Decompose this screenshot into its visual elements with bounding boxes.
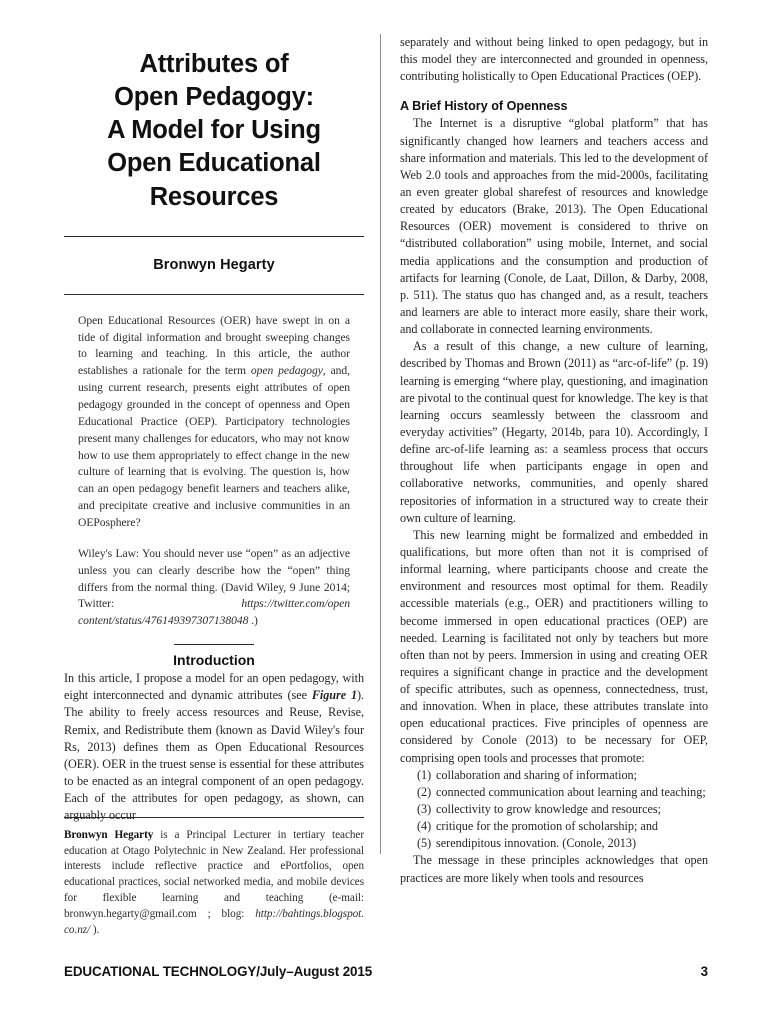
list-item-label: serendipitous innovation. (Conole, 2013) xyxy=(436,836,637,851)
list-item-number: (3) xyxy=(417,802,432,817)
author-bio-block xyxy=(64,817,364,939)
title-line-5: Resources xyxy=(149,182,279,211)
author-name: Bronwyn Hegarty xyxy=(153,256,275,273)
bio-author-name: Bronwyn Hegarty xyxy=(64,828,154,841)
title-line-2: Open Pedagogy: xyxy=(114,83,314,112)
abstract-p1-italic: open pedagogy xyxy=(250,364,323,378)
list-item-label: collectivity to grow knowledge and resources; xyxy=(436,802,662,817)
list-item-number: (2) xyxy=(417,784,432,799)
intro-text-before-figref: In this article, I propose a model for an open pedagogy, with eight interconnected and dynamic attributes (see xyxy=(64,671,364,703)
openness-principles-list xyxy=(400,767,708,853)
heading-introduction: Introduction xyxy=(173,652,255,669)
rule-below-author xyxy=(64,294,364,295)
introduction-body xyxy=(64,670,364,824)
abstract-p2-part1: Wiley's Law: You should never use “open” as an adjective unless you can clearly describe how the “open” thing differs from the normal thing. (David Wiley, 9 June 2014; Twitter: xyxy=(78,546,350,611)
abstract-paragraph-2 xyxy=(78,546,350,630)
title-line-4: Open Educational xyxy=(107,149,321,178)
left-column xyxy=(64,34,380,939)
history-closing-body xyxy=(400,852,708,886)
figure-reference: Figure 1 xyxy=(311,688,357,703)
article-title xyxy=(64,48,364,214)
list-item-number: (1) xyxy=(417,767,432,782)
bio-blog-url: http://bahtings.blogspot. co.nz/ xyxy=(64,908,364,937)
list-item xyxy=(400,818,708,835)
author-bio xyxy=(64,828,364,939)
rule-above-introduction xyxy=(174,644,254,645)
rule-above-author xyxy=(64,236,364,237)
footer-page-number: 3 xyxy=(700,964,708,979)
list-item-label: critique for the promotion of scholarship; and xyxy=(436,819,659,834)
history-paragraph-3: This new learning might be formalized and embedded in qualifications, but more often than not it is comprised of informal learning, where participants choose and create the environment and resources most optimal for them. Readily accessible materials (e.g., OER) and practitioners willing to become immersed in open educational practices (OEP) are needed. Learning is facilitated not only by teachers but more often than not by peers. Immersion in using and creating OER requires a significant change in practice and the development of specific attributes, such as openness, connectedness, trust, and innovation. When in place, these attributes translate into open educational practices. Five principles of openness are considered by Conole (2013) to be necessary for OEP, comprising open tools and processes that promote: xyxy=(400,527,708,765)
twitter-url: https://twitter.com/open content/status/476149397307138048 xyxy=(78,597,350,628)
history-paragraph-2: As a result of this change, a new culture of learning, described by Thomas and Brown (2011) as “arc-of-life” (p. 19) learning is emerging “where play, questioning, and imagination are pivotal to the continual quest for knowledge. The key is that learning occurs seamlessly between the classroom and everyday activities” (Hegarty, 2014b, para 10). Accordingly, I define arc-of-life learning as: a seamless process that occurs throughout life when participants engage in open and collaborative networks, communities, and openly shared repositories of information in a structured way to create their own culture of learning. xyxy=(400,339,708,525)
footer-journal-title: EDUCATIONAL TECHNOLOGY/July–August 2015 xyxy=(64,964,373,979)
list-item-label: connected communication about learning and teaching; xyxy=(436,784,706,799)
right-column xyxy=(381,34,708,939)
history-paragraph-4: The message in these principles acknowledges that open practices are more likely when tools and resources xyxy=(400,853,708,885)
list-item xyxy=(400,801,708,818)
introduction-continuation xyxy=(400,34,708,85)
intro-text-after-figref: ). The ability to freely access resources and Reuse, Revise, Remix, and Redistribute them (known as David Wiley's four Rs, 2013) defines them as Open Educational Resources (OER). OER in the truest sense is essential for these attributes to be enacted as an integral component of an open pedagogy. Each of the attributes for open pedagogy, as shown, can arguably occur xyxy=(64,688,364,823)
title-line-1: Attributes of xyxy=(139,50,289,78)
abstract-p2-part2: .) xyxy=(248,614,258,628)
abstract xyxy=(78,313,350,630)
abstract-paragraph-1 xyxy=(78,313,350,532)
title-line-3: A Model for Using xyxy=(107,116,321,145)
bio-text-1: is a Principal Lecturer in tertiary teacher education at Otago Polytechnic in New Zealand. Her professional interests include reflective practice and ePortfolios, open educational practices, social networked media, and mobile devices for flexible learning and teaching (e-mail: bronwyn.hegarty@gmail.com ; blog: xyxy=(64,828,364,921)
list-item-number: (5) xyxy=(417,836,432,851)
history-paragraph-1: The Internet is a disruptive “global platform” that has significantly changed how learners and teachers access and share information and materials. This led to the development of Web 2.0 tools and approaches from the mid-2000s, facilitating an even greater global sharefest of resources and knowledge created by educators (Brake, 2013). The Open Educational Resources (OER) movement is considered to thrive on “distributed collaboration” using mobile, Internet, and social media applications and the consumption and production of artifacts for learning (Conole, de Laat, Dillon, & Darby, 2008, p. 511). The status quo has changed and, as a result, teachers and learners are able to interact more easily, share their work, and collaborate in connected learning environments. xyxy=(400,116,708,337)
two-column-layout xyxy=(64,34,708,939)
bio-text-2: ). xyxy=(92,924,100,937)
introduction-continuation-paragraph: separately and without being linked to open pedagogy, but in this model they are interconnected and grounded in openness, contributing holistically to Open Educational Practices (OEP). xyxy=(400,35,708,84)
heading-brief-history-of-openness: A Brief History of Openness xyxy=(400,99,568,114)
footnote-separator-rule xyxy=(64,817,364,818)
page-footer xyxy=(64,964,708,979)
list-item-label: collaboration and sharing of information; xyxy=(436,767,638,782)
abstract-p1-part2: , and, using current research, presents eight attributes of open pedagogy grounded in the concept of openness and Open Educational Practice (OEP). Participatory technologies present many challenges for educators, who may not know how to use them appropriately to effect change in the new culture of learning that is evolving. The question is, how can an open pedagogy benefit learners and teachers alike, and precipitate creative and inclusive communities in an OEPosphere? xyxy=(78,364,351,530)
list-item xyxy=(400,767,708,784)
introduction-paragraph xyxy=(64,670,364,824)
list-item xyxy=(400,835,708,852)
list-item xyxy=(400,784,708,801)
abstract-p1-part1: Open Educational Resources (OER) have swept in on a tide of digital information and brought sweeping changes to learning and teaching. In this article, the author establishes a rationale for the term xyxy=(78,313,350,378)
list-item-number: (4) xyxy=(417,819,432,834)
history-body xyxy=(400,115,708,766)
